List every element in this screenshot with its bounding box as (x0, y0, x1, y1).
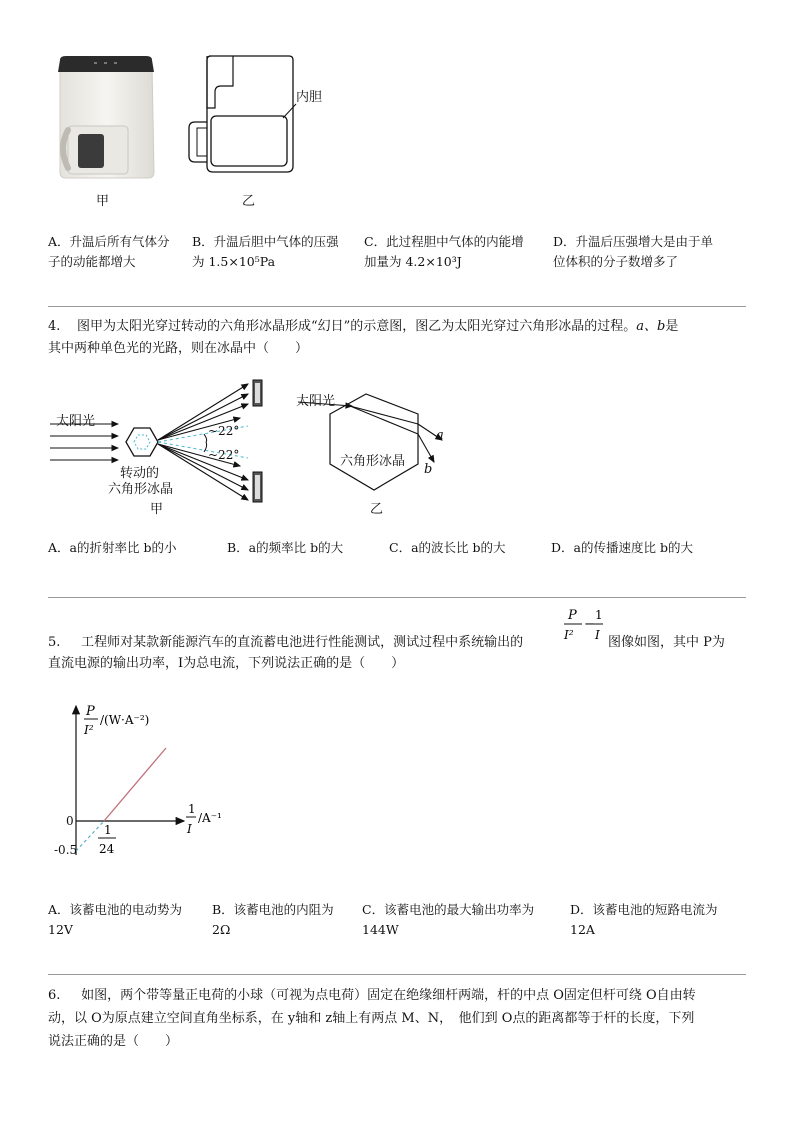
q4-stem-text: 图甲为太阳光穿过转动的六角形冰晶形成“幻日”的示意图，图乙为太阳光穿过六角形冰晶的过程。 (76, 319, 637, 334)
formula-minus: − (584, 617, 595, 632)
q6-number: 6. (48, 988, 61, 1003)
inner-pot-label: 内胆 (296, 90, 323, 105)
y-axis-label (82, 702, 172, 742)
q4-stem-ab: a、b (636, 319, 666, 334)
x-label-unit: /A⁻¹ (198, 811, 222, 825)
angle-label-upper: ~22° (208, 424, 240, 438)
q5-option-d[interactable] (570, 900, 750, 940)
q5-stem-line1 (48, 632, 523, 654)
ray-a-label (436, 428, 444, 443)
hexagon-crystal-label: 六角形冰晶 (340, 454, 406, 469)
q6-stem-text: 如图，两个带等量正电荷的小球（可视为点电荷）固定在绝缘细杆两端，杆的中点 O固定但杆可绕 O自由转 (81, 988, 696, 1003)
x-int-num: 1 (104, 823, 112, 837)
q4-number: 4. (48, 319, 61, 334)
graph-line (104, 748, 166, 821)
air-fryer-diagram (183, 52, 333, 182)
q5-option-d-line1: D．该蓄电池的短路电流为 (570, 902, 718, 917)
rotating-crystal-label-1: 转动的 (120, 466, 160, 481)
q6-stem-line1 (48, 984, 748, 1007)
air-fryer-photo (54, 56, 158, 182)
q4-option-d[interactable]: D．a的传播速度比 b的大 (551, 540, 693, 555)
x-intercept-label (96, 822, 120, 858)
formula-one: 1 (595, 608, 603, 622)
x-label-den: I (187, 822, 192, 836)
y-label-unit: /(W·A⁻²) (100, 713, 150, 727)
q5-option-b-line2: 2Ω (212, 922, 231, 937)
q3-option-c[interactable] (364, 232, 554, 272)
formula-i: I (595, 628, 600, 642)
figure-jia-caption: 甲 (150, 502, 164, 517)
sunlight-label-b: 太阳光 (296, 394, 336, 409)
q3-option-a-line1: A．升温后所有气体分 (48, 234, 170, 249)
q3-option-c-line2: 加量为 4.2×10³J (364, 254, 462, 269)
q4-option-a[interactable]: A．a的折射率比 b的小 (48, 540, 177, 555)
origin-label: 0 (66, 814, 74, 828)
q5-stem-line2: 直流电源的输出功率，I为总电流，下列说法正确的是（ ） (48, 656, 405, 671)
formula-i2: I² (564, 628, 574, 642)
q3-option-b-line2: 为 1.5×10⁵Pa (192, 254, 276, 269)
q3-option-d-line1: D．升温后压强增大是由于单 (553, 234, 714, 249)
q4-stem-line2: 其中两种单色光的光路，则在冰晶中（ ） (48, 341, 309, 356)
q5-option-a-line2: 12V (48, 922, 73, 937)
q5-option-b[interactable] (212, 900, 362, 940)
figure-a-caption: 甲 (96, 194, 110, 209)
ray-a-text: a (436, 428, 444, 443)
q6-stem-line3: 说法正确的是（ ） (48, 1034, 179, 1049)
ray-b-text: b (424, 462, 433, 477)
q5-option-d-line2: 12A (570, 922, 595, 937)
y-label-den: I² (84, 723, 94, 737)
q4-option-b[interactable]: B．a的频率比 b的大 (227, 540, 344, 555)
q3-option-b[interactable] (192, 232, 367, 272)
y-label-num: P (86, 704, 95, 719)
q3-option-a[interactable] (48, 232, 193, 272)
ray-b-label (424, 462, 432, 477)
q5-option-c[interactable] (362, 900, 567, 940)
q5-option-b-line1: B．该蓄电池的内阻为 (212, 902, 334, 917)
q3-option-c-line1: C．此过程胆中气体的内能增 (364, 234, 524, 249)
q3-option-d[interactable] (553, 232, 753, 272)
q6-stem (48, 984, 748, 1053)
angle-label-lower: ~22° (208, 448, 240, 462)
q5-inline-formula (562, 606, 606, 646)
y-intercept-label: -0.5 (54, 843, 78, 857)
figure-b-caption: 乙 (242, 194, 256, 209)
q4-stem-line1 (48, 316, 748, 338)
q5-stem-pre: 工程师对某款新能源汽车的直流蓄电池进行性能测试，测试过程中系统输出的 (81, 635, 524, 650)
q5-option-a-line1: A．该蓄电池的电动势为 (48, 902, 183, 917)
q4-option-c[interactable]: C．a的波长比 b的大 (389, 540, 506, 555)
q3-option-a-line2: 子的动能都增大 (48, 254, 136, 269)
x-int-den: 24 (99, 842, 115, 856)
figure-yi-caption: 乙 (370, 502, 384, 517)
sunlight-label-a: 太阳光 (56, 414, 96, 429)
q5-option-c-line2: 144W (362, 922, 399, 937)
x-axis-label (184, 800, 234, 840)
q5-option-a[interactable] (48, 900, 208, 940)
q3-option-b-line1: B．升温后胆中气体的压强 (192, 234, 339, 249)
x-label-num: 1 (188, 802, 196, 816)
formula-p: P (568, 608, 577, 623)
q6-stem-line2: 动，以 O为原点建立空间直角坐标系，在 y轴和 z轴上有两点 M、N， 他们到 O点的距离都等于杆的长度，下列 (48, 1011, 695, 1026)
q4-stem (48, 316, 748, 360)
separator (48, 974, 746, 975)
q5-stem-post: 图像如图，其中 P为 (608, 635, 725, 650)
rotating-crystal-label-2: 六角形冰晶 (108, 482, 174, 497)
q5-option-c-line1: C．该蓄电池的最大输出功率为 (362, 902, 535, 917)
q5-number: 5. (48, 635, 61, 650)
separator (48, 306, 746, 307)
separator (48, 597, 746, 598)
q4-stem-tail: 是 (665, 319, 679, 334)
q3-option-d-line2: 位体积的分子数增多了 (553, 254, 679, 269)
